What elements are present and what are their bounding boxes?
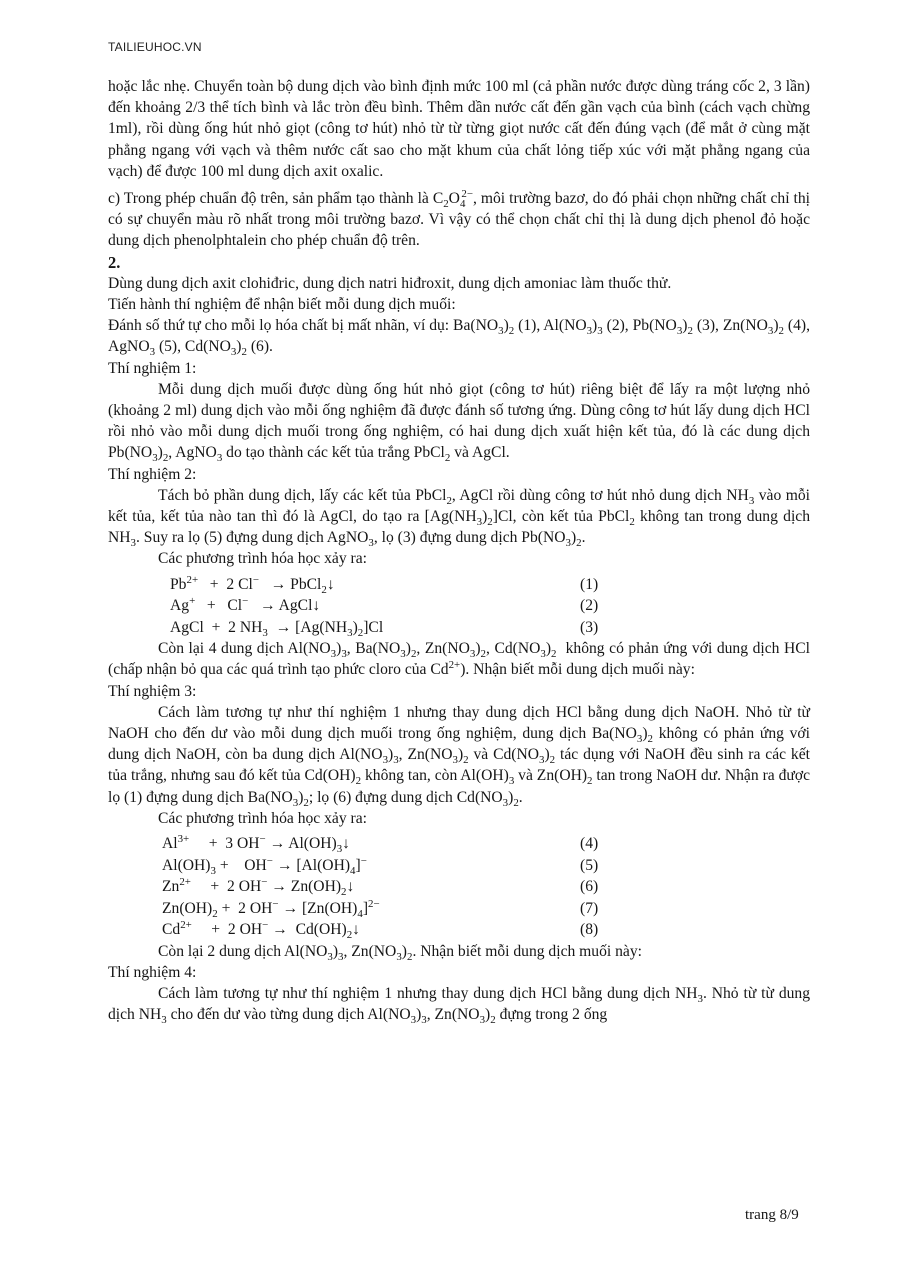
equation-group-2 (162, 833, 810, 941)
equations-title-2: Các phương trình hóa học xảy ra: (158, 809, 367, 827)
experiment-3-title: Thí nghiệm 3: (108, 682, 197, 700)
experiment-1-text: Mỗi dung dịch muối được dùng ống hút nhỏ giọt (công tơ hút) riêng biệt để lấy ra một lượng nhỏ (khoảng 2 ml) dung dịch vào mỗi ống nghiệm đã được đánh số tương ứng. Dùng công tơ hút lấy dung dịch HCl rồi nhỏ vào mỗi dung dịch muối trong ống nghiệm, có hai dung dịch xuất hiện kết tủa, đó là các dung dịch $Pb(NO_3)_2$, AgNO$_3$ do tạo thành các kết tủa trắng PbCl$_2$ và AgCl. (108, 380, 810, 465)
equation-row: Ag+ + Cl− → AgCl↓ (2) (170, 594, 599, 615)
experiment-3-text: Cách làm tương tự như thí nghiệm 1 nhưng thay dung dịch HCl bằng dung dịch NaOH. Nhỏ từ từ NaOH cho đến dư vào mỗi dung dịch muối trong ống nghiệm, dung dịch $Ba(NO_3)_2$ không có phản ứng với dung dịch NaOH, còn ba dung dịch $Al(NO_3)_3$, $Zn(NO_3)_2$ và $Cd(NO_3)_2$ tác dụng với NaOH đều sinh ra các kết tủa trắng, nhưng sau đó kết tủa $Cd(OH)_2$ không tan, còn $Al(OH)_3$ và $Zn(OH)_2$ tan trong NaOH dư. Nhận ra được lọ (1) đựng dung dịch $Ba(NO_3)_2$; lọ (6) đựng dung dịch $Cd(NO_3)_2$. (108, 703, 811, 809)
equation-row: $Pb^{2+} + 2$ Cl− → PbCl$_2$↓ (1) (170, 573, 599, 596)
paragraph-indicator: c) Trong phép chuẩn độ trên, sản phẩm tạo thành là $C_2O_4^{2-}$, môi trường bazơ, do đó phải chọn những chất chỉ thị có sự chuyển màu rõ nhất trong môi trường bazơ. Vì vậy có thể chọn chất chỉ thị là dung dịch phenol đỏ hoặc dung dịch phenolphtalein cho phép chuẩn độ trên. (108, 187, 810, 250)
document-body (108, 76, 810, 1025)
experiment-2-title: Thí nghiệm 2: (108, 465, 197, 483)
page-number: trang 8/9 (745, 1207, 799, 1223)
experiment-4-text: Cách làm tương tự như thí nghiệm 1 nhưng thay dung dịch HCl bằng dung dịch $NH_3$. Nhỏ từ từ dung dịch $NH_3$ cho đến dư vào từng dung dịch $Al(NO_3)_3$, $Zn(NO_3)_2$ đựng trong 2 ống (108, 984, 811, 1027)
procedure-line: Tiến hành thí nghiệm để nhận biết mỗi dung dịch muối: (108, 296, 456, 314)
experiment-4-title: Thí nghiệm 4: (108, 963, 197, 981)
equation-row: AgCl + 2 $NH_3 \to [Ag(NH_3)_2]Cl$ (3) (170, 618, 599, 639)
equation-row: $Al(OH)_3$ + $OH^- \to [Al(OH)_4]^-$ (5) (162, 854, 599, 877)
equations-title-1: Các phương trình hóa học xảy ra: (158, 550, 367, 568)
equation-group-1 (170, 574, 810, 639)
remaining-four-text: Còn lại 4 dung dịch $Al(NO_3)_3$, $Ba(NO_3)_2$, $Zn(NO_3)_2$, $Cd(NO_3)_2$ không có phản ứng với dung dịch HCl (chấp nhận bỏ qua các quá trình tạo phức cloro của $Cd^{2+}$). Nhận biết mỗi dung dịch muối này: (108, 640, 810, 679)
equation-row: $Al^{3+}$ + 3 $OH^- \to Al(OH)_3↓$ (4) (162, 832, 599, 856)
experiment-1-title: Thí nghiệm 1: (108, 359, 197, 377)
section-heading-2: 2. (108, 252, 121, 272)
equation-row: $Zn(OH)_2 + 2$ $OH^- \to [Zn(OH)_4]^{2-}$ (7) (162, 897, 599, 920)
reagents-line: Dùng dung dịch axit clohiđric, dung dịch natri hiđroxit, dung dịch amoniac làm thuốc thử. (108, 274, 672, 292)
numbering-line: Đánh số thứ tự cho mỗi lọ hóa chất bị mất nhãn, ví dụ: $Ba(NO_3)_2$ (1), $Al(NO_3)_3$ (2), $Pb(NO_3)_2$ (3), $Zn(NO_3)_2$ (4), AgNO$_3$ (5), $Cd(NO_3)_2$ (6). (108, 317, 811, 359)
site-header: TAILIEUHOC.VN (108, 40, 202, 54)
experiment-2-text: Tách bỏ phần dung dịch, lấy các kết tủa PbCl$_2$, AgCl rồi dùng công tơ hút nhỏ dung dịch $NH_3$ vào mỗi kết tủa, kết tủa nào tan thì đó là AgCl, do tạo ra $[Ag(NH_3)_2]Cl$, còn kết tủa PbCl$_2$ không tan trong dung dịch $NH_3$. Suy ra lọ (5) đựng dung dịch AgNO$_3$, lọ (3) đựng dung dịch $Pb(NO_3)_2$. (108, 486, 810, 550)
remaining-two-text: Còn lại 2 dung dịch $Al(NO_3)_3$, $Zn(NO_3)_2$. Nhận biết mỗi dung dịch muối này: (158, 942, 642, 963)
paragraph-oxalic: hoặc lắc nhẹ. Chuyển toàn bộ dung dịch vào bình định mức 100 ml (cả phần nước được dùng tráng cốc 2, 3 lần) đến khoảng 2/3 thể tích bình và lắc tròn đều bình. Thêm dần nước cất đến gần vạch của bình (cách vạch chừng 1ml), rồi dùng ống hút nhỏ giọt (công tơ hút) nhỏ từ từ từng giọt nước cất đến đúng vạch (để mắt ở cùng mặt phẳng ngang với vạch và thêm nước cất sao cho mặt khum của chất lỏng tiếp xúc với mặt phẳng ngang của vạch) để được 100 ml dung dịch axit oxalic. (108, 78, 810, 180)
equation-row: $Cd^{2+}$ + 2 $OH^- \to Cd(OH)_2↓$ (8) (162, 918, 599, 942)
equation-row: $Zn^{2+}$ + 2 $OH^- \to Zn(OH)_2↓$ (6) (162, 875, 599, 899)
